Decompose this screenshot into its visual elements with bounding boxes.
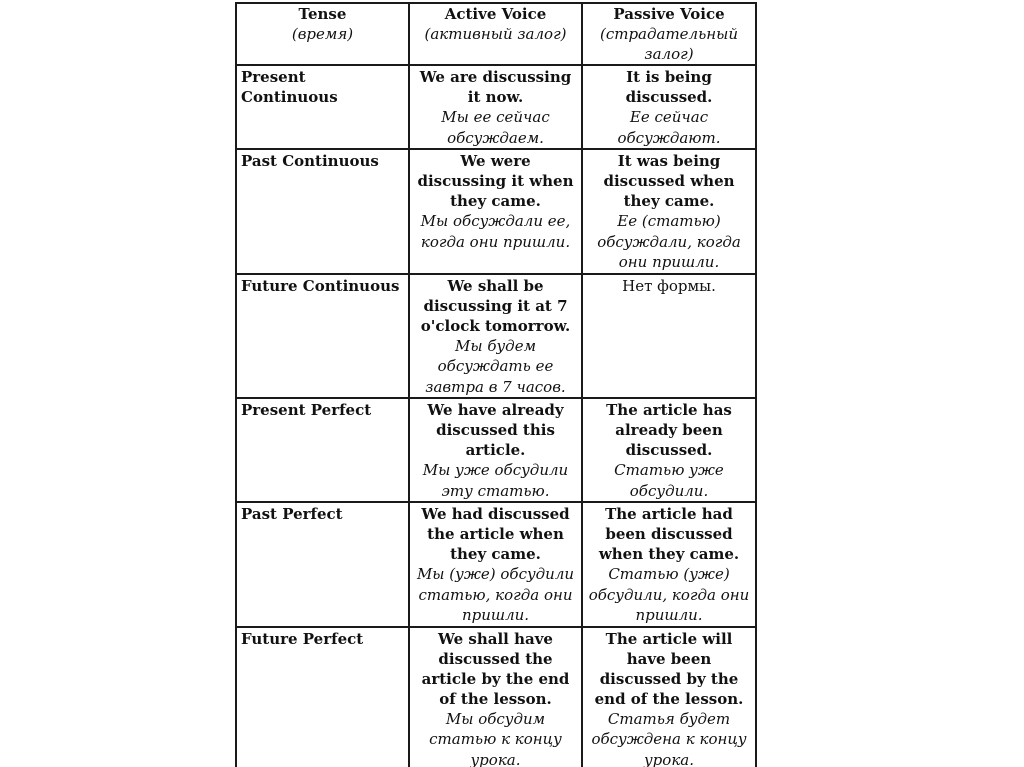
tense-cell: Future Continuous — [236, 274, 409, 399]
passive-example: The article had been discussed when they came. — [598, 505, 740, 563]
active-example: We are discussing it now. — [419, 68, 572, 106]
tense-cell: Past Continuous — [236, 149, 409, 274]
active-cell — [409, 398, 582, 502]
passive-cell — [582, 627, 756, 767]
active-cell — [409, 65, 582, 149]
active-translation: Мы (уже) обсудили статью, когда они пришли. — [416, 565, 575, 624]
active-example: We shall be discussing it at 7 o'clock tomorrow. — [420, 276, 571, 335]
passive-translation: Ее (статью) обсуждали, когда они пришли. — [597, 212, 741, 271]
active-translation: Мы обсудим статью к концу урока. — [429, 709, 562, 767]
table-row — [236, 398, 756, 502]
table-row — [236, 502, 756, 627]
active-example: We were discussing it when they came. — [417, 152, 574, 210]
passive-cell — [582, 65, 756, 149]
passive-example: The article has already been discussed. — [606, 401, 732, 459]
passive-no-form: Нет формы. — [622, 276, 716, 295]
passive-example: It is being discussed. — [625, 68, 713, 106]
passive-example: The article will have been discussed by the end of the lesson. — [594, 629, 744, 708]
active-cell — [409, 502, 582, 627]
header-active — [409, 3, 582, 65]
active-example: We had discussed the article when they came. — [421, 505, 570, 563]
table-row — [236, 627, 756, 767]
header-row — [236, 3, 756, 65]
passive-translation: Ее сейчас обсуждают. — [617, 108, 721, 147]
active-example: We shall have discussed the article by the end of the lesson. — [421, 629, 570, 708]
table-row — [236, 149, 756, 274]
table-row — [236, 65, 756, 149]
active-translation: Мы обсуждали ее, когда они пришли. — [420, 212, 571, 251]
passive-cell — [582, 149, 756, 274]
active-cell — [409, 627, 582, 767]
passive-cell — [582, 398, 756, 502]
active-translation: Мы уже обсудили эту статью. — [422, 461, 569, 500]
passive-example: It was being discussed when they came. — [603, 152, 735, 210]
header-passive — [582, 3, 756, 65]
passive-cell — [582, 274, 756, 399]
tense-cell: Past Perfect — [236, 502, 409, 627]
passive-translation: Статью уже обсудили. — [614, 461, 724, 500]
tense-cell: Present Continuous — [236, 65, 409, 149]
header-passive-label: Passive Voice — [613, 5, 725, 23]
active-cell — [409, 149, 582, 274]
table-row — [236, 274, 756, 399]
header-tense — [236, 3, 409, 65]
active-cell — [409, 274, 582, 399]
tense-cell: Future Perfect — [236, 627, 409, 767]
active-translation: Мы будем обсуждать ее завтра в 7 часов. — [425, 336, 566, 396]
voice-tense-table — [235, 2, 757, 767]
passive-cell — [582, 502, 756, 627]
header-active-translation: (активный залог) — [424, 25, 567, 43]
tense-cell: Present Perfect — [236, 398, 409, 502]
header-active-label: Active Voice — [444, 5, 547, 23]
active-example: We have already discussed this article. — [427, 401, 564, 459]
active-translation: Мы ее сейчас обсуждаем. — [441, 108, 550, 147]
passive-translation: Статья будет обсуждена к концу урока. — [591, 709, 747, 767]
passive-translation: Статью (уже) обсудили, когда они пришли. — [588, 565, 750, 624]
header-passive-translation: (страдательный залог) — [599, 25, 739, 63]
header-tense-label: Tense — [298, 5, 347, 23]
header-tense-translation: (время) — [291, 25, 354, 43]
